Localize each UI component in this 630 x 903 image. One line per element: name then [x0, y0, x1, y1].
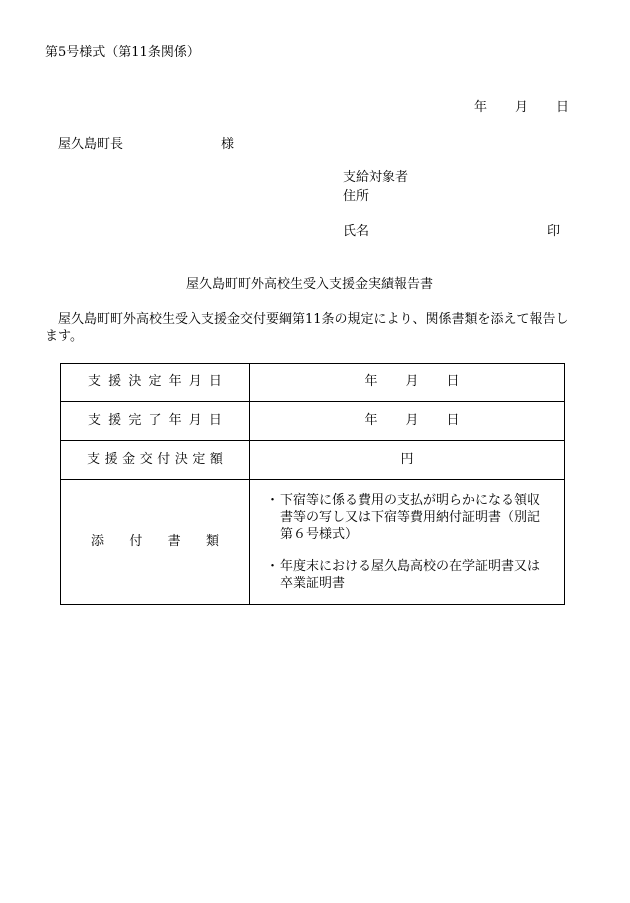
value-decision-date[interactable]: 年 月 日 — [250, 364, 565, 402]
applicant-address-label: 住所 — [343, 189, 370, 204]
bullet-mark: ・ — [266, 493, 280, 509]
yen-unit: 円 — [400, 451, 414, 467]
addressee-honorific: 様 — [221, 137, 235, 152]
label-decision-date: 支援決定年月日 — [61, 364, 250, 402]
label-attachments: 添 付 書 類 — [61, 480, 250, 605]
form-number: 第5号様式（第11条関係） — [45, 45, 200, 60]
applicant-role-label: 支給対象者 — [343, 170, 409, 185]
value-grant-amount[interactable] — [250, 441, 565, 480]
addressee-name: 屋久島町長 — [58, 137, 124, 152]
date-line — [474, 100, 569, 116]
date-month: 月 — [515, 100, 529, 115]
value-completion-date[interactable]: 年 月 日 — [250, 402, 565, 441]
body-text-line1: 屋久島町町外高校生受入支援金交付要綱第11条の規定により、関係書類を添えて報告し — [58, 312, 569, 327]
report-table — [60, 363, 565, 605]
applicant-name-label: 氏名 — [343, 224, 370, 239]
table-row — [61, 364, 565, 402]
date-day: 日 — [556, 100, 570, 115]
attachment-text: 年度末における屋久島高校の在学証明書又は卒業証明書 — [280, 558, 541, 591]
value-attachments — [250, 480, 565, 605]
bullet-mark: ・ — [266, 558, 280, 574]
attachments-list — [250, 492, 564, 592]
table-row — [61, 402, 565, 441]
table-row — [61, 441, 565, 480]
label-grant-amount: 支援金交付決定額 — [61, 441, 250, 480]
body-text-line2: ます。 — [45, 329, 83, 344]
date-year: 年 — [474, 100, 488, 115]
attachment-text: 下宿等に係る費用の支払が明らかになる領収書等の写し又は下宿等費用納付証明書（別記第６号様式） — [280, 493, 541, 543]
label-completion-date: 支援完了年月日 — [61, 402, 250, 441]
document-title: 屋久島町町外高校生受入支援金実績報告書 — [186, 277, 434, 292]
seal-mark: 印 — [547, 224, 561, 239]
table-row — [61, 480, 565, 605]
list-item — [266, 558, 550, 592]
list-item — [266, 492, 550, 543]
